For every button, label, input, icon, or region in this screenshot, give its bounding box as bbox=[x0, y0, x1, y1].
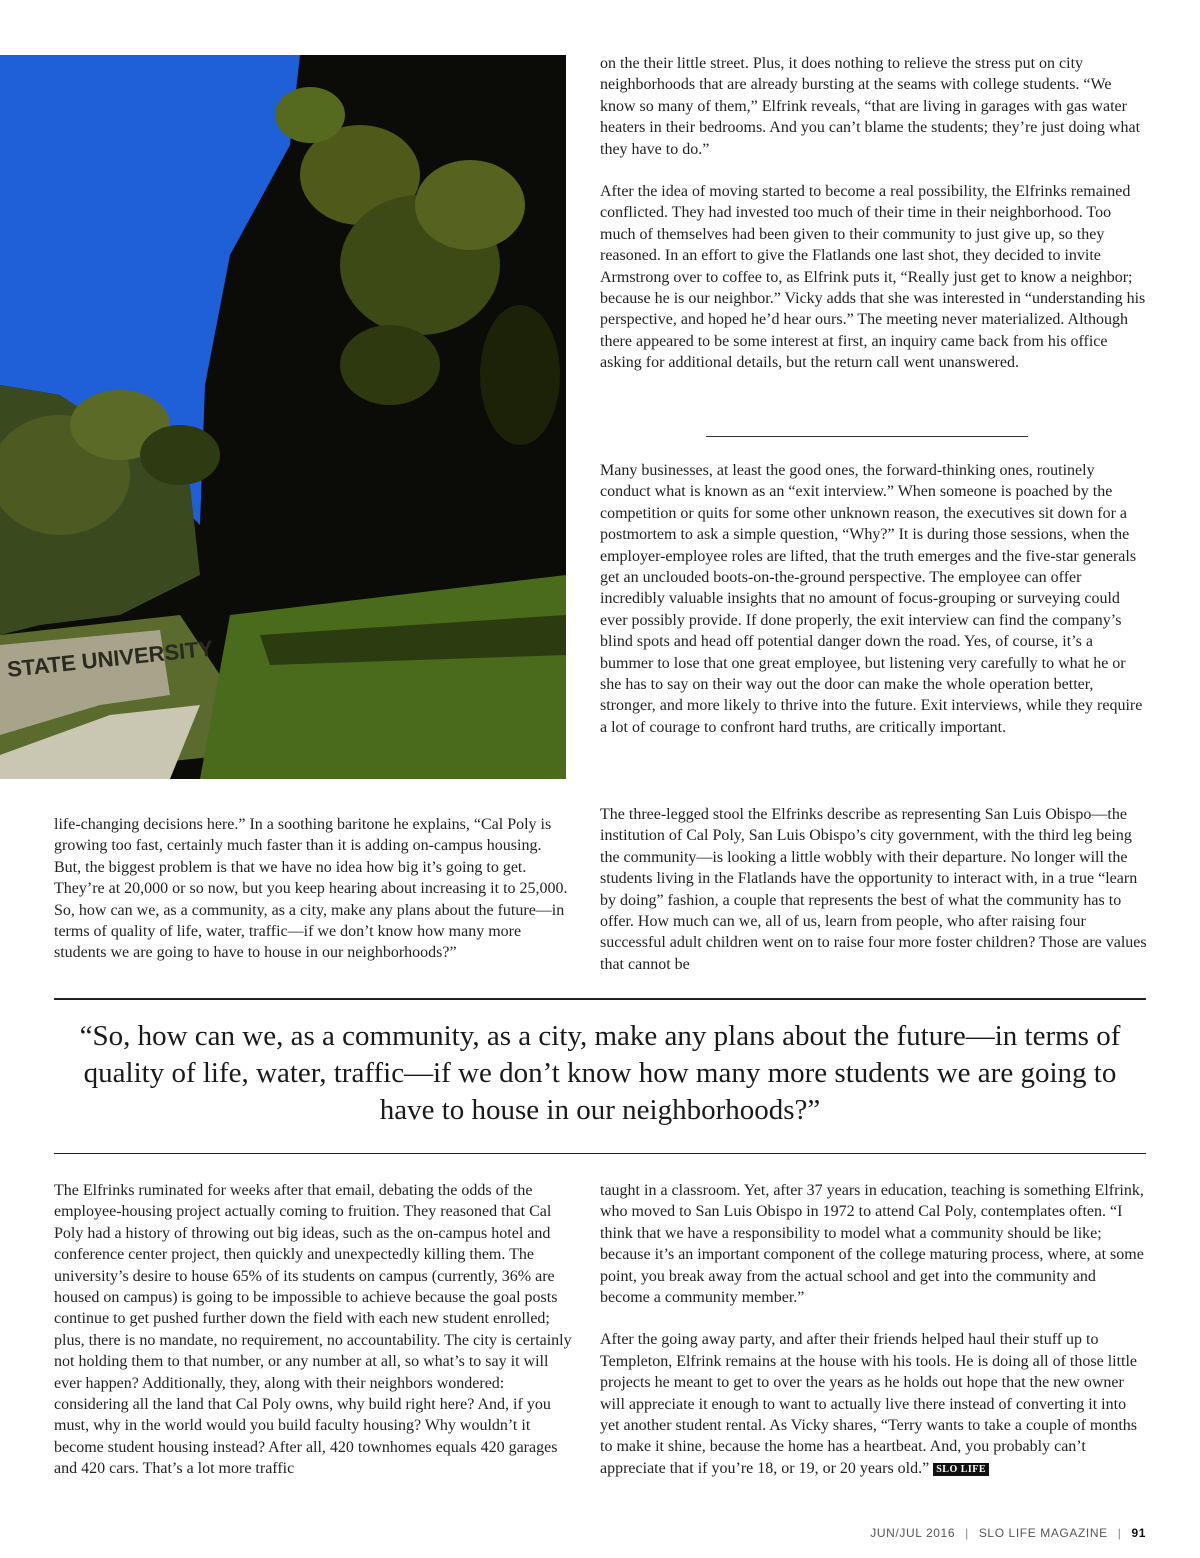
paragraph: on the their little street. Plus, it does nothing to relieve the stress put on city neighborhoods that are already bursting at the seams with college students. “We know so many of them,” Elfrink reveals, “that are living in garages with gas water heaters in their bedrooms. And you can’t blame the students; they’re just doing what they have to do.” bbox=[600, 55, 1141, 158]
paragraph: After the idea of moving started to become a real possibility, the Elfrinks remained conflicted. They had invested too much of their time in their neighborhood. Too much of themselves had been given to their community to just give up, so they reasoned. In an effort to give the Flatlands one last shot, they decided to invite Armstrong over to coffee to, as Elfrink puts it, “Really just get to know a neighbor; because he is our neighbor.” Vicky adds that she was interested in “understanding his perspective, and hoped he’d hear ours.” The meeting never materialized. Although there appeared to be some interest at first, an inquiry came back from his office asking for additional details, but the return call went unanswered. bbox=[600, 183, 1146, 372]
sign-lettering: STATE UNIVERSITY bbox=[5, 635, 215, 682]
paragraph-text: After the going away party, and after their friends helped haul their stuff up to Templeton, Elfrink remains at the house with his tools. He is doing all of those little projects he meant to get to over the years as he holds out hope that the new owner will appreciate it enough to want to actually live there instead of converting it into yet another student rental. As Vicky shares, “Terry wants to take a couple of months to make it shine, because the home has a heartbeat. And, you probably can’t appreciate that if you’re 18, or 19, or 20 years old.” bbox=[600, 1331, 1138, 1477]
article-column-right-bottom bbox=[600, 1180, 1148, 1479]
paragraph: life-changing decisions here.” In a soothing baritone he explains, “Cal Poly is growing too fast, certainly much faster than it is adding on-campus housing. But, the biggest problem is that we have no idea how big it’s going to get. They’re at 20,000 or so now, but you keep hearing about increasing it to 25,000. So, how can we, as a community, as a city, make any plans about the future—in terms of quality of life, water, traffic—if we don’t know how many more students we are going to have to house in our neighborhoods?” bbox=[54, 816, 568, 962]
end-mark-logo: SLO LIFE bbox=[933, 1463, 989, 1476]
paragraph: taught in a classroom. Yet, after 37 years in education, teaching is something Elfrink, who moved to San Luis Obispo in 1972 to attend Cal Poly, contemplates often. “I think that we have a responsibility to model what a community should be like; because it’s an important component of the college maturing process, where, at some point, you break away from the actual school and get into the community and become a community member.” bbox=[600, 1182, 1144, 1307]
footer-separator: | bbox=[1117, 1526, 1122, 1540]
paragraph: The Elfrinks ruminated for weeks after that email, debating the odds of the employee-housing project actually coming to fruition. They reasoned that Cal Poly had a history of throwing out big ideas, such as the on-campus hotel and conference center project, then quickly and unexpectedly killing them. The university’s desire to house 65% of its students on campus (currently, 36% are housed on campus) is going to be impossible to achieve because the goal posts continue to get pushed further down the field with each new student enrolled; plus, there is no mandate, no requirement, no accountability. The city is certainly not holding them to that number, or any number at all, so what’s to say it will ever happen? Additionally, they, along with their neighbors wondered: considering all the land that Cal Poly owns, why build right here? And, if you must, why in the world would you build faculty housing? Why wouldn’t it become student housing instead? After all, 420 townhomes equals 420 garages and 420 cars. That’s a lot more traffic bbox=[54, 1182, 572, 1478]
pullquote-rule-bottom bbox=[54, 1153, 1146, 1154]
footer-separator: | bbox=[965, 1526, 969, 1540]
campus-entrance-photo bbox=[0, 55, 566, 779]
section-divider bbox=[706, 436, 1028, 437]
pull-quote: “So, how can we, as a community, as a city, make any plans about the future—in terms of quality of life, water, traffic—if we don’t know how many more students we are going to have to house in our neighborhoods?” bbox=[79, 1020, 1121, 1126]
article-column-left-middle bbox=[54, 814, 568, 964]
photo-illustration bbox=[0, 55, 566, 779]
magazine-name: SLO LIFE MAGAZINE bbox=[978, 1526, 1108, 1540]
page-footer bbox=[870, 1526, 1146, 1540]
article-column-right-top bbox=[600, 53, 1148, 374]
page-number: 91 bbox=[1131, 1526, 1146, 1540]
pullquote-rule-top bbox=[54, 998, 1146, 1000]
paragraph-final bbox=[600, 1329, 1148, 1479]
article-column-left-bottom bbox=[54, 1180, 574, 1480]
article-column-right-middle-a bbox=[600, 460, 1148, 738]
article-column-right-middle bbox=[600, 804, 1148, 975]
paragraph: Many businesses, at least the good ones, the forward-thinking ones, routinely conduct what is known as an “exit interview.” When someone is poached by the competition or quits for some other unknown reason, the executives sit down for a postmortem to ask a simple question, “Why?” It is during those sessions, when the employer-employee roles are lifted, that the truth emerges and the five-star generals get an unclouded boots-on-the-ground perspective. The employee can offer incredibly valuable insights that no amount of focus-grouping or surveying could ever possibly provide. If done properly, the exit interview can find the company’s blind spots and head off potential danger down the road. Yes, of course, it’s a bummer to lose that one great employee, but listening very carefully to what he or she has to say on their way out the door can make the whole operation better, stronger, and more likely to thrive into the future. Exit interviews, while they require a lot of courage to confront hard truths, are critically important. bbox=[600, 462, 1143, 736]
paragraph: The three-legged stool the Elfrinks describe as representing San Luis Obispo—the institution of Cal Poly, San Luis Obispo’s city government, with the third leg being the community—is looking a little wobbly with their departure. No longer will the students living in the Flatlands have the opportunity to interact with, in a true “learn by doing” fashion, a couple that represents the best of what the community has to offer. How much can we, all of us, learn from people, who after raising four successful adult children went on to raise four more foster children? Those are values that cannot be bbox=[600, 806, 1147, 973]
issue-date: JUN/JUL 2016 bbox=[870, 1526, 956, 1540]
